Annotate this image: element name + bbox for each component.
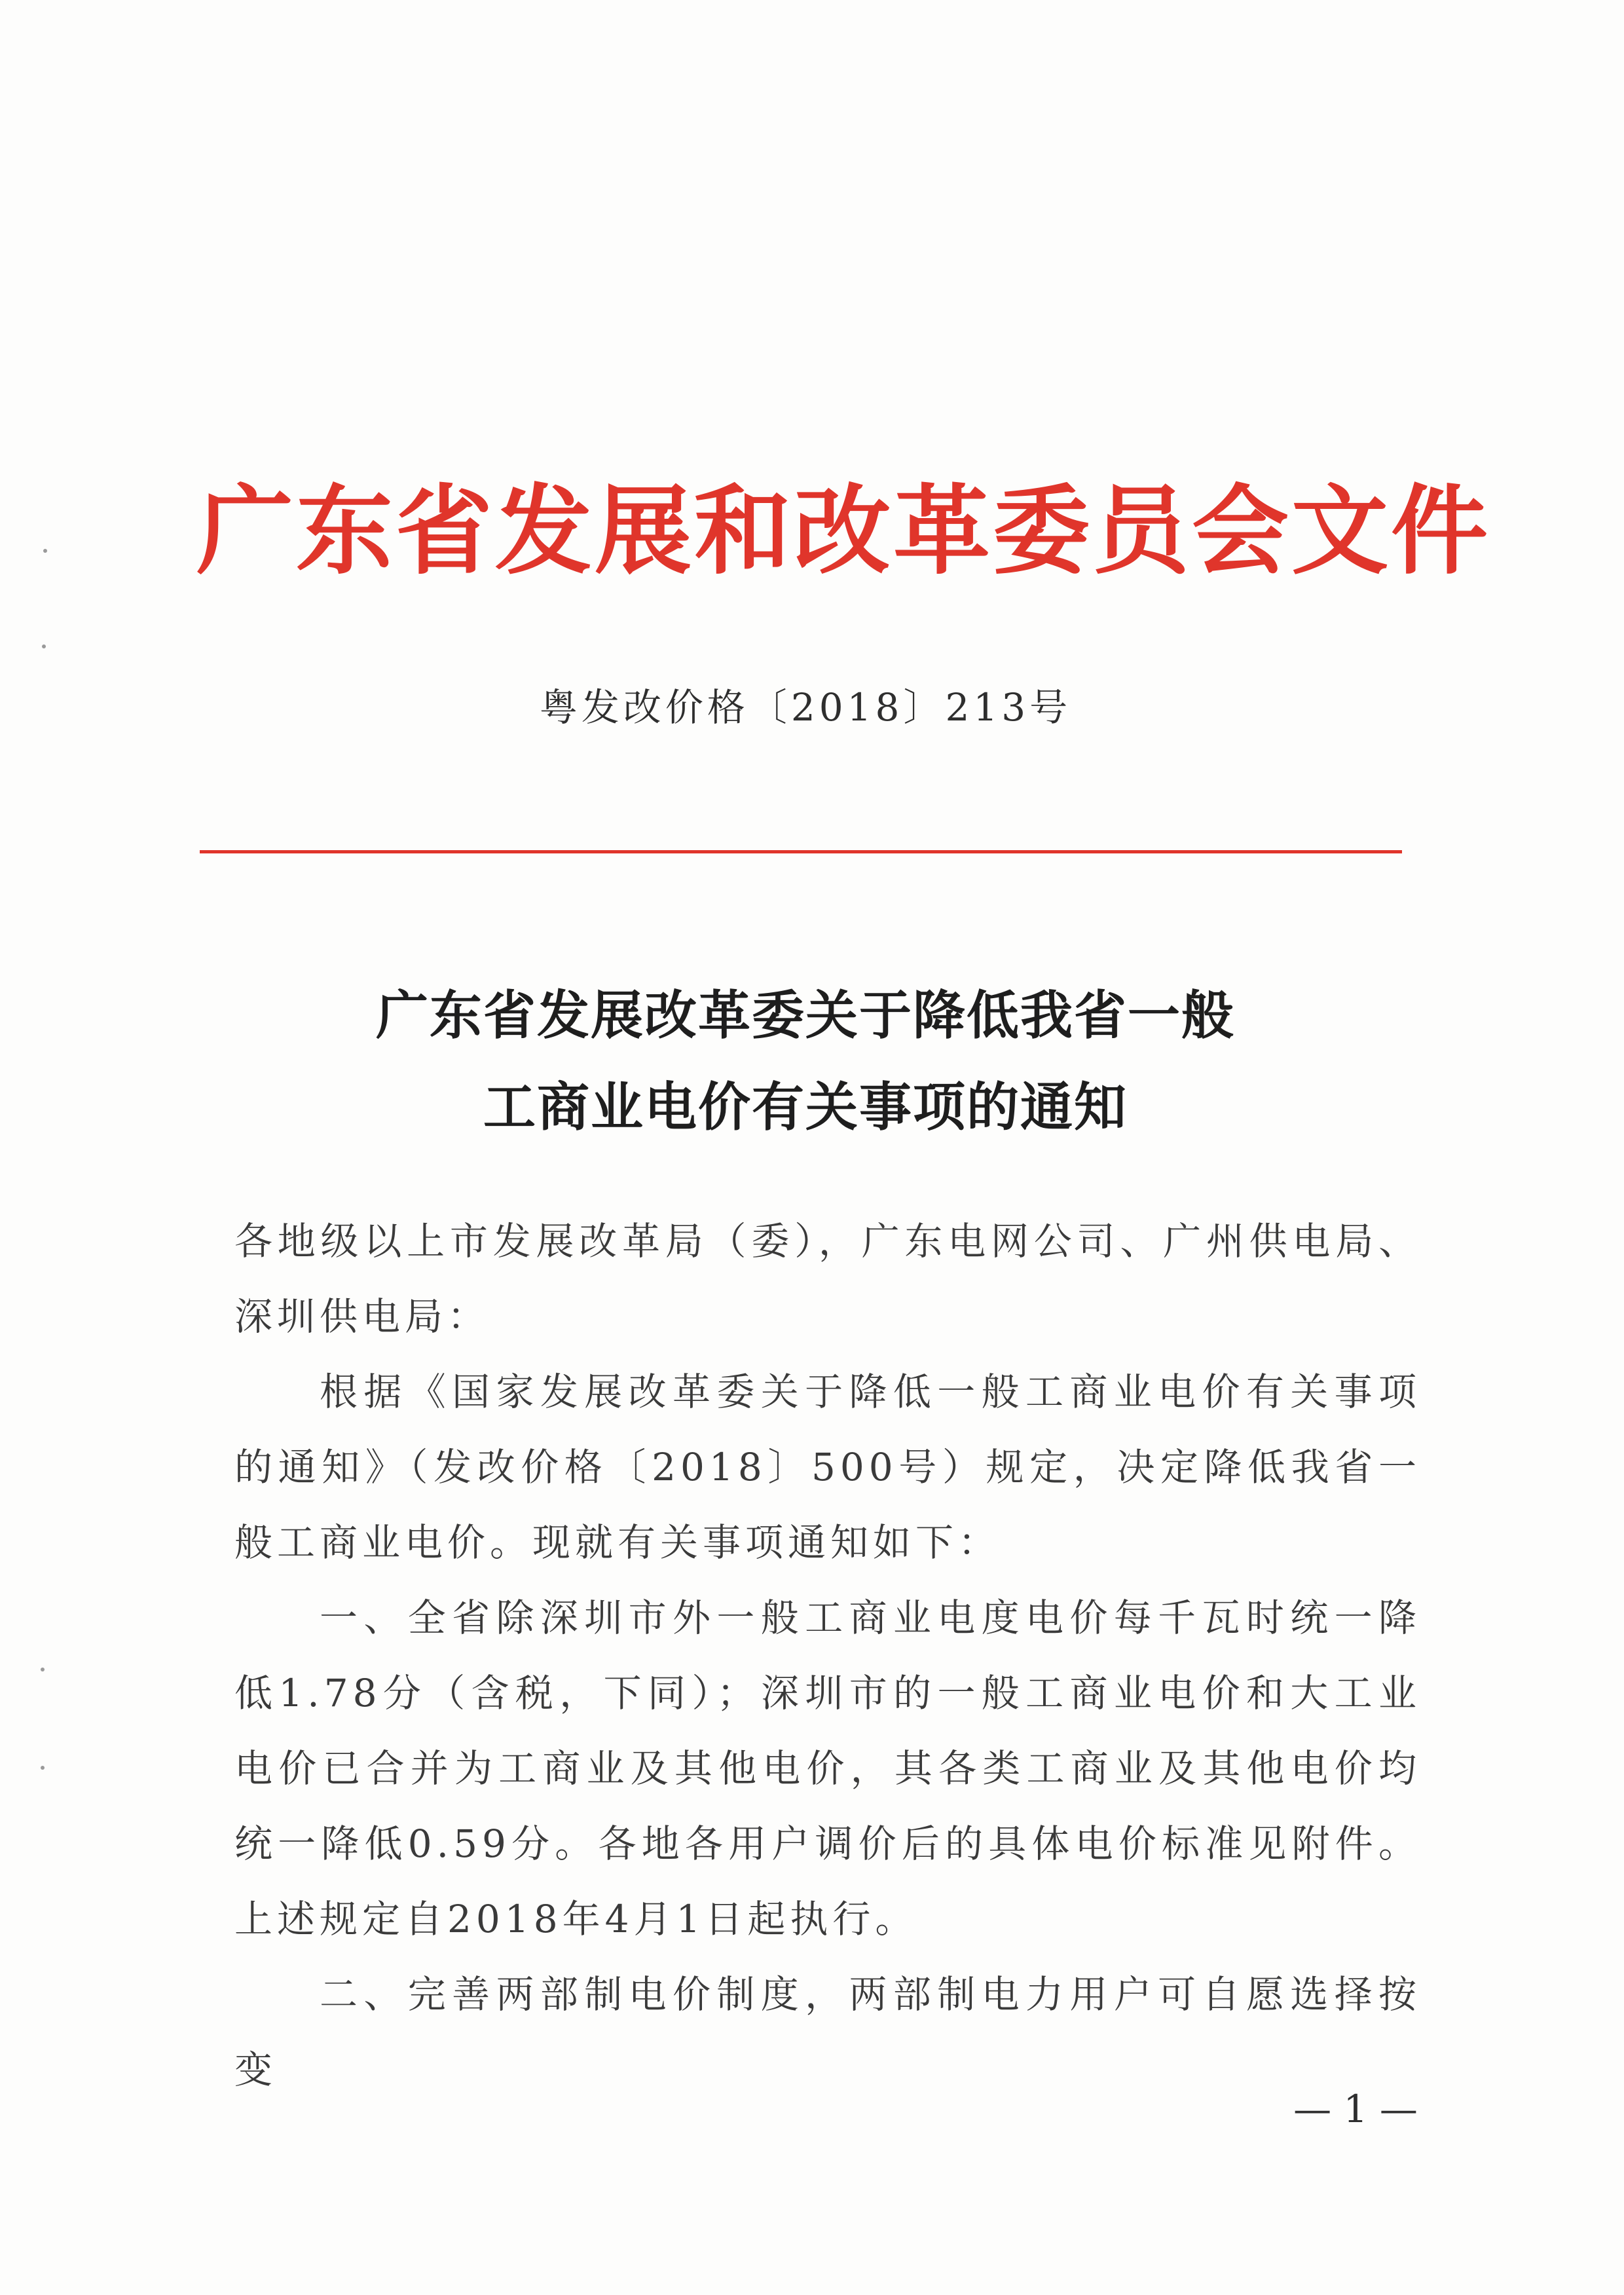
red-divider-line (200, 850, 1402, 853)
paragraph-basis: 根据《国家发展改革委关于降低一般工商业电价有关事项的通知》（发改价格〔2018〕500号）规定，决定降低我省一般工商业电价。现就有关事项通知如下： (234, 1370, 1421, 1565)
scan-speck (41, 1668, 45, 1671)
scan-speck (42, 644, 46, 648)
addressee: 各地级以上市发展改革局（委），广东电网公司、广州供电局、深圳供电局： (234, 1219, 1421, 1339)
scan-speck (41, 1766, 45, 1770)
document-title (196, 969, 1414, 1153)
document-number: 粤发改价格〔2018〕213号 (539, 685, 1072, 730)
scan-speck (43, 549, 47, 553)
title-line-1: 广东省发展改革委关于降低我省一般 (376, 984, 1235, 1046)
paragraph-item-2: 二、完善两部制电价制度，两部制电力用户可自愿选择按变 (234, 1972, 1421, 2092)
title-line-2: 工商业电价有关事项的通知 (483, 1076, 1128, 1138)
page-number: — 1 — (1293, 2087, 1418, 2131)
letterhead-title: 广东省发展和改革委员会文件 (196, 474, 1490, 588)
document-body (234, 1204, 1421, 2108)
paragraph-item-1: 一、全省除深圳市外一般工商业电度电价每千瓦时统一降低1.78分（含税，下同）；深圳市的一般工商业电价和大工业电价已合并为工商业及其他电价，其各类工商业及其他电价均统一降低0.59分。各地各用户调价后的具体电价标准见附件。上述规定自2018年4月1日起执行。 (234, 1595, 1421, 1941)
